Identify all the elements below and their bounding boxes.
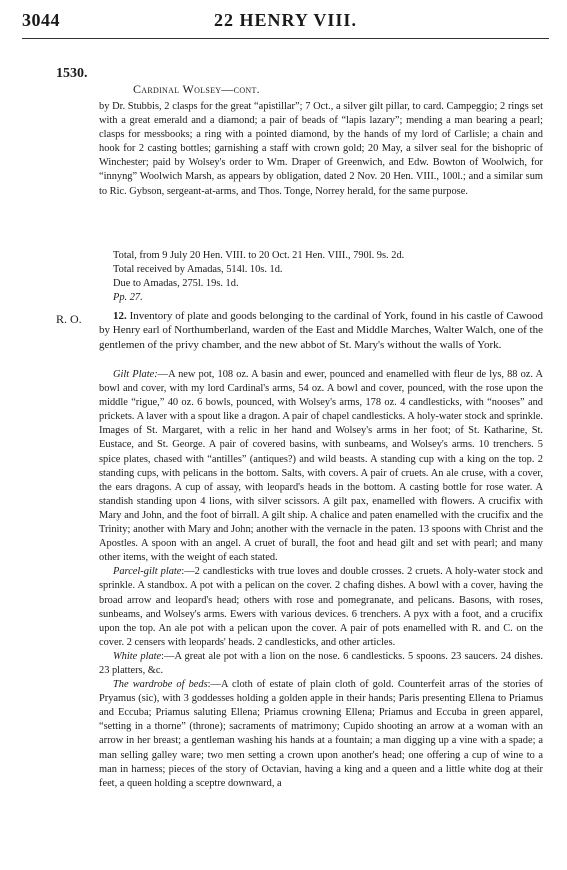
margin-note-source: R. O. [56, 312, 82, 326]
section-parcel-gilt-plate [99, 565, 543, 650]
totals-block [113, 249, 404, 305]
section-heading: The wardrobe of beds [113, 679, 208, 691]
total-line: Due to Amadas, 275l. 19s. 1d. [113, 278, 239, 290]
section-heading: Parcel-gilt plate [113, 566, 182, 578]
page-number: 3044 [22, 10, 60, 30]
entry-12 [99, 309, 543, 352]
section-wardrobe-of-beds [99, 678, 543, 791]
section-gilt-plate [99, 368, 543, 565]
entry-number: 12. [113, 310, 127, 322]
inventory-sections [99, 368, 543, 791]
continuation-heading: Cardinal Wolsey—cont. [133, 82, 260, 96]
running-title: 22 HENRY VIII. [214, 10, 357, 30]
year-marker: 1530. [56, 66, 88, 81]
opening-paragraph [99, 100, 543, 199]
section-text: :—A cloth of estate of plain cloth of gold. Counterfeit arras of the stories of Pryamus (sic), with 3 goddesses holding a golden apple in their hands; Paris presenting Ellena to Priamus and Eccuba; Priamus saluting Ellena; Priamus crowning Ellena; Priamus and Eccuba in green apparel, “setting in a thorne” (throne); sacraments of matrimony; Cupido shooting an arrow at a woman with an arrow in her breast; a gentleman washing his hands at a fountain; a man digging up a vine with a spade; a man selling galley ware; two men setting a crown upon another's head; one offering a cup of wine to a man in harness; pieces of the story of Octavian, having a king and a queen and a little white dog at their feet, a queen holding a sceptre downward, a [99, 679, 543, 789]
pages-count: Pp. 27. [113, 292, 143, 304]
entry-paragraph [99, 309, 543, 352]
entry-text: Inventory of plate and goods belonging to the cardinal of York, found in his castle of Cawood by Henry earl of Northumberland, warden of the East and Middle Marches, Walter Walch, one of the gentlemen of the privy chamber, and the new abbot of St. Mary's without the walls of York. [99, 310, 544, 351]
page-header [22, 8, 549, 39]
section-heading: Gilt Plate: [113, 369, 158, 380]
section-text: :—2 candlesticks with true loves and double crosses. 2 cruets. A holy-water stock and sprinkle. A standbox. A pot with a pelican on the cover. 2 chafing dishes. A bowl with a cover, having the broad arrow and leopard's head; others with rose and pomegranate, and pelicans. Basons, with roses, sunbeams, and Wolsey's arms. Ewers with various devices. 6 trenchers. A pyx with a foot, and a crucifix upon the top. An ale pot with a pelican upon the cover. A pair of pots enamelled with R. and C. on the cover. 2 censers with leopards' heads. 2 candlesticks, and other articles. [99, 566, 543, 648]
total-line: Total, from 9 July 20 Hen. VIII. to 20 Oct. 21 Hen. VIII., 790l. 9s. 2d. [113, 250, 405, 261]
section-text: —A new pot, 108 oz. A basin and ewer, pounced and enamelled with fleur de lys, 88 oz. A bowl and cover, with my lord Cardinal's arms, 54 oz. A bowl and cover, pounced, with the rose upon the middle “rigue,” 40 oz. 6 bowls, pounced, with Wolsey's arms, 178 oz. 4 candlesticks, with “nooses” and prickets. A laver with a spout like a dragon. A pair of chapel candlesticks. A holy-water stock and sprinkle. Images of St. Margaret, with a relic in her hand and Wolsey's arms in her foot; of St. Katharine, St. Eustace, and St. George. A pair of covered basins, with sunbeams, and Wolsey's arms. 10 trenchers. 5 spice plates, chased with “antilles” (antiques?) and wild beasts. A standing cup with a king on the top. 2 standing cups, with pelicans in the bottom. Salts, with covers. A pair of cruets. An ale cruse, with a cover, the ears dragons. A cup of assay, with leopard's heads in the bottom. A casting bottle for rose water. A standish standing upon 4 lions, with silver scissors. A gilt pax, enamelled with flowers. A crucifix with Mary and John, and the foot of birrall. A gilt ship. A chalice and paten enamelled with the crucifix and the Trinity; another with Mary and John; another with the vernacle in the paten. 13 spoons with Christ and the Apostles. A spoon with an angel. A cruet of burall, the foot and head gilt and set with pearl; and many other items, with the weight of each stated. [99, 369, 544, 564]
section-heading: White plate [113, 650, 162, 662]
section-white-plate [99, 650, 543, 678]
section-text: :—A great ale pot with a lion on the nose. 6 candlesticks. 5 spoons. 23 saucers. 24 dishes. 23 platters, &c. [99, 650, 543, 676]
opening-text: by Dr. Stubbis, 2 clasps for the great “apistillar”; 7 Oct., a silver gilt pillar, to card. Campeggio; 2 rings set with a great emerald and a diamond; a pair of beads of “lapis lazary”; mending a man bearing a pearl; clasps for messbooks; a ring with a pointed diamond, by the hands of my lord of Carlisle; a chain and hook for 2 casting bottles; garnishing a staff with crown gold; 20 May, a silver seal for the bishopric of Winchester; paid by Wolsey's order to Wm. Draper of Greenwich, and Edw. Bowton of Woolwich, for “innyng” Woolwich Marsh, as appears by obligation, dated 2 Nov. 20 Hen. VIII., 100l.; and a similar sum to Ric. Gybson, sergeant-at-arms, and Thos. Tonge, Norrey herald, for the same purpose. [99, 101, 543, 197]
total-line: Total received by Amadas, 514l. 10s. 1d. [113, 264, 283, 276]
